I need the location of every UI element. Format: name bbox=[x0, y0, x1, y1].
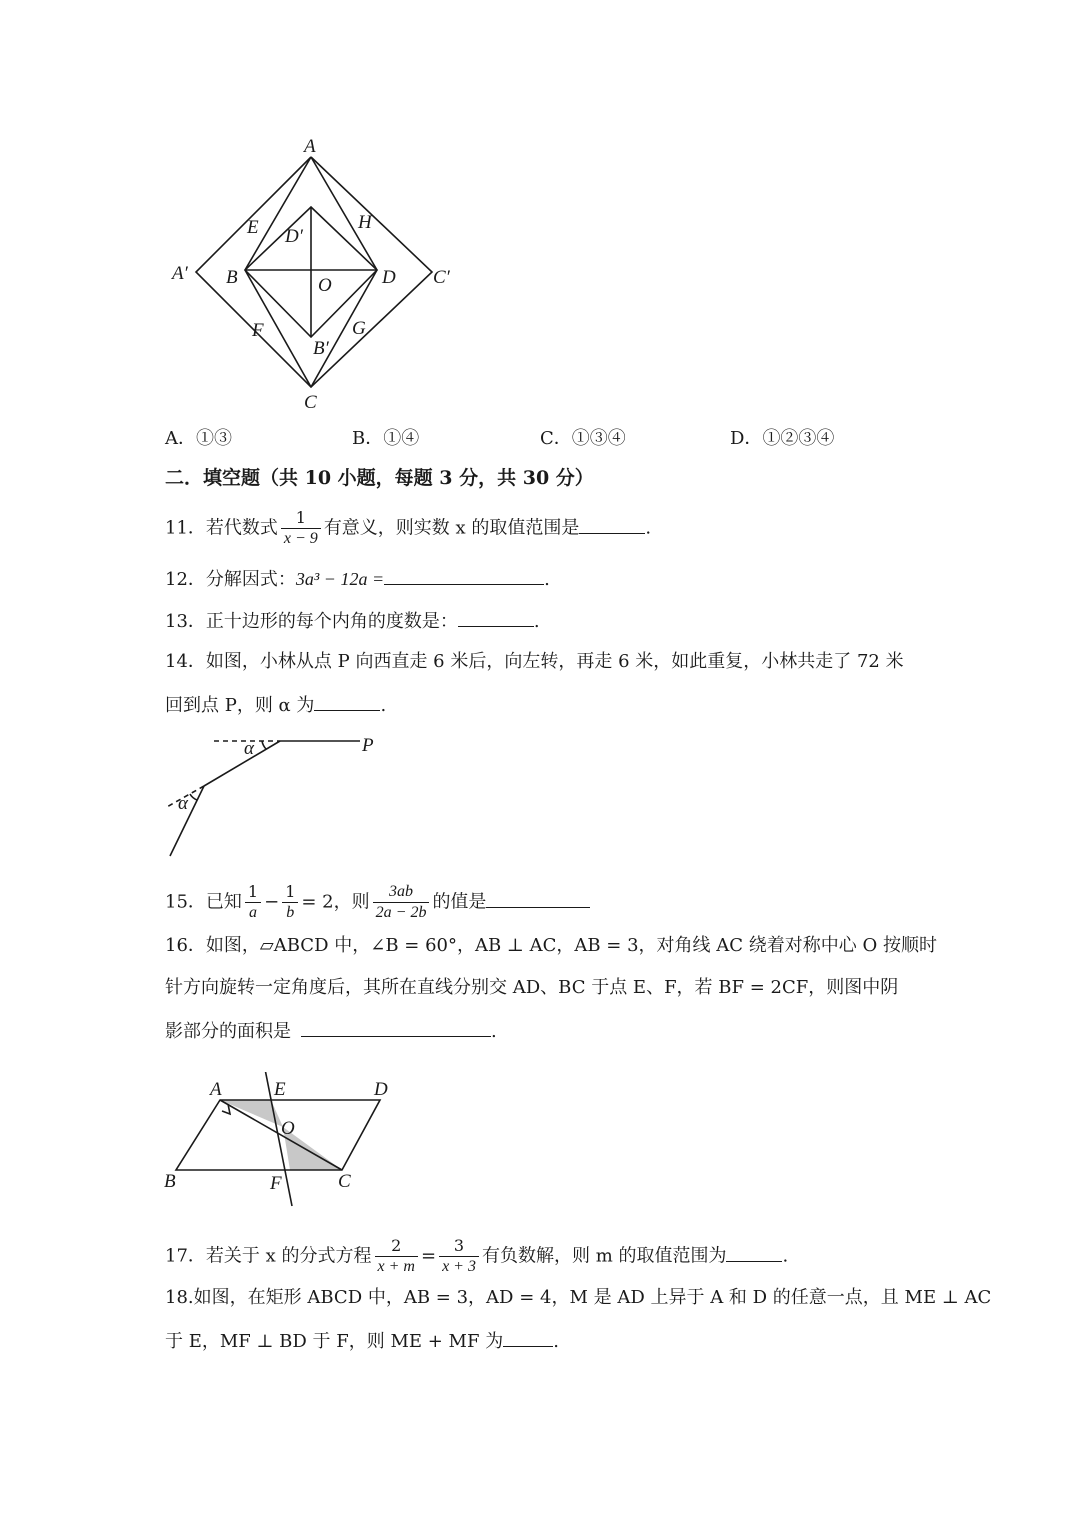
question-17: 17．若关于 x 的分式方程 $\frac{2}{x + m}$ = $\frac{3}{x + 3}$ 有负数解，则 m 的取值范围为 . bbox=[165, 1236, 789, 1275]
path-segment-2 bbox=[204, 741, 280, 786]
label-E: E bbox=[247, 217, 259, 238]
label-Ap: A′ bbox=[172, 263, 188, 284]
option-a: A．①③ bbox=[165, 428, 232, 449]
label-alpha-2: α bbox=[178, 793, 188, 814]
label-P: P bbox=[362, 735, 374, 756]
label-F: F bbox=[270, 1173, 282, 1194]
question-14-line1: 14．如图，小林从点 P 向西直走 6 米后，向左转，再走 6 米，如此重复，小林共走了 72 米 bbox=[165, 651, 904, 672]
question-16-line1: 16．如图，▱ABCD 中，∠B = 60°，AB ⊥ AC，AB = 3，对角线 AC 绕着对称中心 O 按顺时 bbox=[165, 935, 937, 956]
answer-blank-17[interactable] bbox=[726, 1243, 782, 1262]
question-12: 12．分解因式：3a³ − 12a = . bbox=[165, 566, 550, 592]
figure-walking-path bbox=[160, 728, 400, 863]
question-11: 11．若代数式 $\frac{1}{x - 9}$ 有意义，则实数 x 的取值范围是 . bbox=[165, 508, 652, 547]
section-title: 二．填空题（共 10 小题，每题 3 分，共 30 分） bbox=[165, 467, 594, 489]
label-A: A bbox=[210, 1079, 222, 1100]
answer-blank-13[interactable] bbox=[458, 608, 534, 627]
label-alpha-1: α bbox=[244, 738, 254, 759]
label-O: O bbox=[318, 275, 332, 296]
label-C: C bbox=[304, 392, 317, 413]
question-15: 15．已知 $\frac{1}{a}$ − $\frac{1}{b}$ = 2，则 $\frac{3ab}{2a - 2b}$ 的值是 bbox=[165, 882, 590, 923]
answer-blank-14[interactable] bbox=[314, 692, 380, 711]
question-18-line2: 于 E，MF ⊥ BD 于 F，则 ME + MF 为 . bbox=[165, 1328, 559, 1354]
option-c: C．①③④ bbox=[540, 428, 626, 449]
answer-blank-16[interactable] bbox=[301, 1018, 491, 1037]
label-A: A bbox=[304, 136, 316, 157]
answer-blank-15[interactable] bbox=[486, 889, 590, 908]
figure-star-rhombus bbox=[160, 130, 480, 420]
question-16-line3: 影部分的面积是 . bbox=[165, 1018, 497, 1044]
label-Bp: B′ bbox=[313, 338, 329, 359]
label-E: E bbox=[274, 1079, 286, 1100]
label-B: B bbox=[164, 1171, 176, 1192]
label-H: H bbox=[358, 212, 372, 233]
label-B: B bbox=[226, 267, 238, 288]
label-D: D bbox=[382, 267, 396, 288]
question-14-line2: 回到点 P，则 α 为 . bbox=[165, 692, 386, 718]
question-18-line1: 18.如图，在矩形 ABCD 中，AB = 3，AD = 4，M 是 AD 上异于 A 和 D 的任意一点，且 ME ⊥ AC bbox=[165, 1287, 992, 1308]
right-angle-mark bbox=[222, 1104, 230, 1114]
label-O: O bbox=[281, 1118, 295, 1139]
figure-parallelogram bbox=[160, 1072, 410, 1212]
angle-arc-1 bbox=[262, 741, 266, 749]
label-D: D bbox=[374, 1079, 388, 1100]
question-13: 13．正十边形的每个内角的度数是： . bbox=[165, 608, 540, 634]
angle-arc-2 bbox=[190, 794, 197, 800]
option-b: B．①④ bbox=[352, 428, 420, 449]
answer-blank-18[interactable] bbox=[503, 1328, 553, 1347]
question-16-line2: 针方向旋转一定角度后，其所在直线分别交 AD、BC 于点 E、F，若 BF = 2CF，则图中阴 bbox=[165, 977, 899, 998]
label-Dp: D′ bbox=[285, 226, 303, 247]
option-d: D．①②③④ bbox=[730, 428, 835, 449]
label-C: C bbox=[338, 1171, 351, 1192]
answer-blank-11[interactable] bbox=[579, 515, 645, 534]
label-G: G bbox=[352, 318, 366, 339]
label-F: F bbox=[252, 320, 264, 341]
answer-blank-12[interactable] bbox=[384, 566, 544, 585]
label-Cp: C′ bbox=[433, 267, 450, 288]
